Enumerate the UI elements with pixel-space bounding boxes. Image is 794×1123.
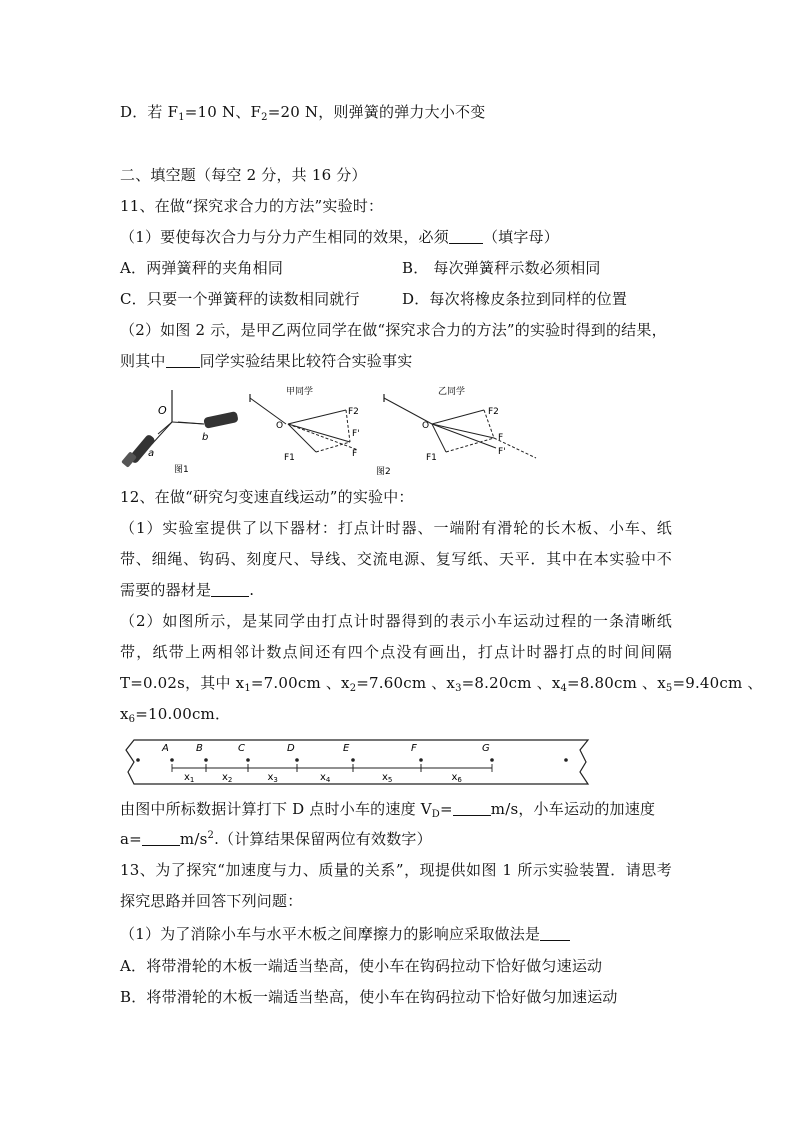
tape-segment-label-4: $x_4$ — [320, 772, 331, 784]
tape-label-b: B — [196, 743, 203, 754]
q13-option-b: B．将带滑轮的木板一端适当垫高，使小车在钩码拉动下恰好做匀加速运动 — [120, 988, 618, 1006]
q11-option-a: A．两弹簧秤的夹角相同 — [120, 259, 284, 277]
q12-part2-line3: T=0.02s，其中 $x_1=7.00cm$ 、$x_2=7.60cm$ 、$x_3=8.20cm$ 、$x_4=8.80cm$ 、$x_5=9.40cm$ 、 — [120, 674, 763, 694]
tape-segment-label-1: $x_1$ — [184, 772, 195, 784]
tape-segment-label-2: $x_2$ — [222, 772, 233, 784]
panel2-label-f2: F2 — [488, 407, 499, 417]
fig1-label-o: O — [158, 404, 167, 417]
tape-label-c: C — [238, 743, 245, 754]
q12-part1-line1: （1）实验室提供了以下器材：打点计时器、一端附有滑轮的长木板、小车、纸 — [120, 519, 672, 537]
tape-label-e: E — [343, 743, 350, 754]
tape-segment-label-6: $x_6$ — [451, 772, 462, 784]
q11-part2-line2: 则其中 同学实验结果比较符合实验事实 — [120, 352, 413, 370]
q12-part2-line1: （2）如图所示，是某同学由打点计时器得到的表示小车运动过程的一条清晰纸 — [120, 612, 672, 630]
panel-jia — [250, 385, 360, 463]
q12-result-line1: 由图中所标数据计算打下 D 点时小车的速度 $V_D= m/s$，小车运动的加速度 — [120, 800, 656, 820]
paper-tape-figure — [124, 736, 590, 788]
tape-point-b — [204, 758, 208, 762]
tape-label-f: F — [411, 743, 417, 754]
panel1-label-fp: F' — [352, 429, 360, 439]
answer-blank[interactable] — [449, 229, 483, 244]
answer-blank[interactable] — [540, 926, 570, 941]
q12-part2-line4: $x_6=10.00cm$． — [120, 705, 231, 725]
tape-point-f — [419, 758, 423, 762]
tape-segment-label-5: $x_5$ — [382, 772, 393, 784]
fig1-label-a: a — [148, 448, 155, 459]
q11-option-c: C．只要一个弹簧秤的读数相同就行 — [120, 290, 360, 308]
answer-blank-velocity[interactable] — [453, 801, 491, 816]
tape-point-a — [170, 758, 174, 762]
q12-result-line2: $a= m/s^2$.（计算结果保留两位有效数字） — [120, 830, 432, 848]
tape-dot-right — [564, 758, 568, 762]
q12-part1-line3: 需要的器材是 . — [120, 581, 255, 599]
tape-point-c — [246, 758, 250, 762]
q13-stem-line2: 探究思路并回答下列问题： — [120, 892, 303, 910]
q12-stem: 12、在做“研究匀变速直线运动”的实验中： — [120, 488, 414, 506]
panel-yi — [384, 385, 536, 463]
panel2-title: 乙同学 — [438, 387, 466, 397]
panel2-label-f: F — [498, 433, 504, 443]
q11-option-b: B． 每次弹簧秤示数必须相同 — [402, 259, 601, 277]
tape-dot-left — [136, 758, 140, 762]
q12-part1-line2: 带、细绳、钩码、刻度尺、导线、交流电源、复写纸、天平．其中在本实验中不 — [120, 550, 672, 568]
panel1-title: 甲同学 — [286, 387, 314, 397]
q13-part1: （1）为了消除小车与水平木板之间摩擦力的影响应采取做法是 — [120, 924, 570, 944]
q10-option-d: D．若 $F_1=10$ N、$F_2=20$ N，则弹簧的弹力大小不变 — [120, 103, 486, 123]
figure-2-results — [246, 384, 546, 476]
panel1-label-o: O — [276, 421, 284, 431]
section-heading: 二、填空题（每空 2 分，共 16 分） — [120, 166, 367, 184]
tape-point-d — [295, 758, 299, 762]
panel2-label-f1: F1 — [426, 453, 437, 463]
tape-label-a: A — [162, 743, 169, 754]
q11-stem: 11、在做“探究求合力的方法”实验时： — [120, 197, 384, 215]
panel2-label-o: O — [422, 421, 430, 431]
q11-part2-line1: （2）如图 2 示，是甲乙两位同学在做“探究求合力的方法”的实验时得到的结果， — [120, 321, 667, 339]
figure-1-spring-scales — [118, 384, 248, 476]
tape-point-e — [351, 758, 355, 762]
tape-label-d: D — [287, 743, 295, 754]
fig1-label-b: b — [202, 432, 209, 443]
tape-point-g — [490, 758, 494, 762]
q13-option-a: A．将带滑轮的木板一端适当垫高，使小车在钩码拉动下恰好做匀速运动 — [120, 957, 603, 975]
tape-label-g: G — [482, 743, 490, 754]
answer-blank[interactable] — [166, 353, 200, 368]
spring-scale-b — [178, 411, 239, 429]
answer-blank-acceleration[interactable] — [142, 831, 180, 846]
panel1-label-f1: F1 — [284, 453, 295, 463]
panel2-label-fp: F' — [498, 447, 506, 457]
panel1-label-f2: F2 — [348, 407, 359, 417]
answer-blank[interactable] — [211, 582, 249, 597]
q11-part1: （1）要使每次合力与分力产生相同的效果，必须 （填字母） — [120, 228, 559, 246]
q13-stem-line1: 13、为了探究“加速度与力、质量的关系”，现提供如图 1 所示实验装置．请思考 — [120, 861, 672, 879]
fig1-caption: 图1 — [174, 465, 189, 475]
fig2-caption: 图2 — [376, 467, 391, 477]
q12-part2-line2: 带，纸带上两相邻计数点间还有四个点没有画出，打点计时器打点的时间间隔 — [120, 643, 672, 661]
panel1-label-f: F — [352, 449, 358, 459]
tape-segment-label-3: $x_3$ — [267, 772, 278, 784]
q11-option-d: D．每次将橡皮条拉到同样的位置 — [402, 290, 628, 308]
